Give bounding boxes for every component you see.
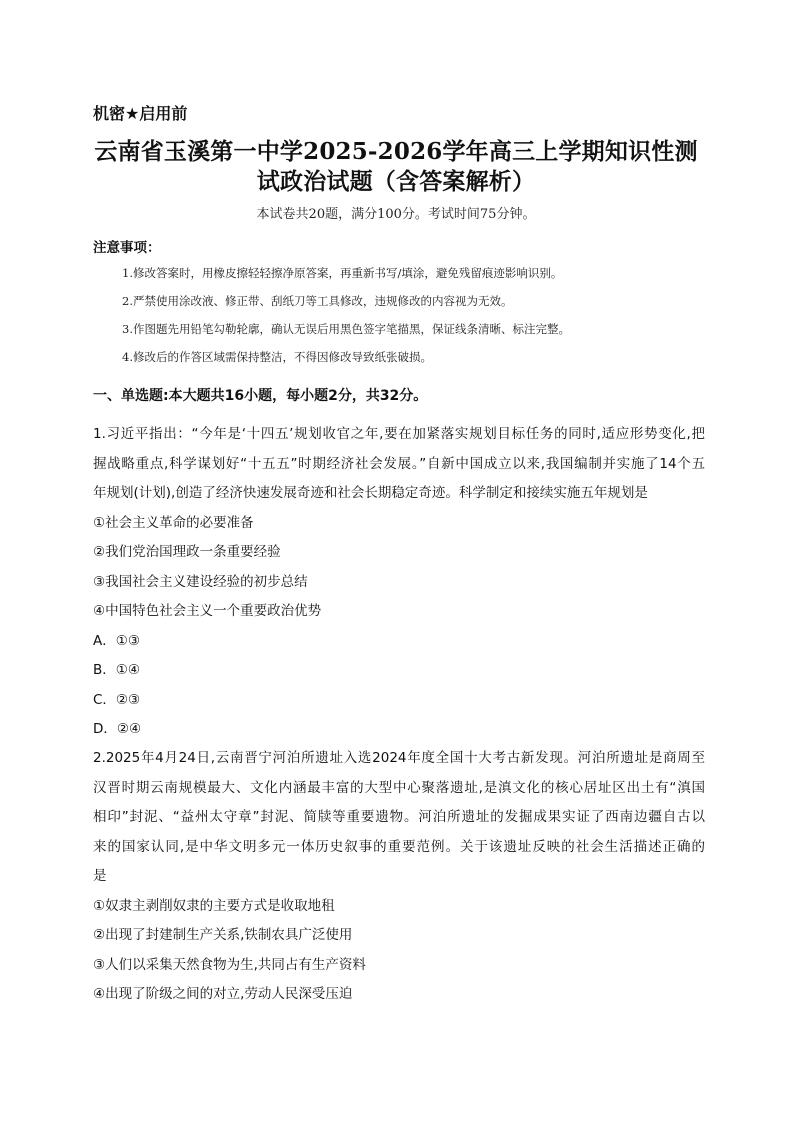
answer-option-a: A．①③: [93, 632, 140, 649]
confidential-label: 机密★启用前: [93, 104, 188, 123]
question-2: [93, 744, 705, 1010]
question-stem-line: 1.习近平指出：“今年是‘十四五’规划收官之年,要在加紧落实规划目标任务的同时,适应形势变化,把: [93, 426, 705, 442]
question-stem-line: 是: [93, 868, 107, 884]
notice-heading: 注意事项：: [93, 240, 161, 256]
exam-title-line-1: 云南省玉溪第一中学2025-2026学年高三上学期知识性测: [94, 138, 698, 165]
answer-option-c: C．②③: [93, 691, 141, 708]
notice-item: 1.修改答案时，用橡皮擦轻轻擦净原答案，再重新书写/填涂，避免残留痕迹影响识别。: [122, 266, 563, 280]
answer-option-d: D．②④: [93, 721, 142, 737]
question-stem-line: 相印”封泥、“益州太守章”封泥、简牍等重要遗物。河泊所遗址的发掘成果实证了西南边疆自古以: [93, 809, 705, 825]
question-stem-line: 握战略重点,科学谋划好“十五五”时期经济社会发展。”自新中国成立以来,我国编制并实施了14个五: [93, 455, 705, 472]
question-stem-line: 来的国家认同,是中华文明多元一体历史叙事的重要范例。关于该遗址反映的社会生活描述正确的: [93, 838, 705, 855]
answer-option-b: B．①④: [93, 662, 140, 678]
statement-item: ①社会主义革命的必要准备: [93, 514, 254, 531]
statement-item: ④出现了阶级之间的对立,劳动人民深受压迫: [93, 986, 353, 1002]
exam-title-line-2: 试政治试题（含答案解析）: [256, 168, 536, 195]
question-stem-line: 2.2025年4月24日,云南晋宁河泊所遗址入选2024年度全国十大考古新发现。河泊所遗址是商周至: [93, 750, 705, 766]
section-heading: 一、单选题:本大题共16小题，每小题2分，共32分。: [93, 388, 428, 404]
notice-item: 2.严禁使用涂改液、修正带、刮纸刀等工具修改，违规修改的内容视为无效。: [122, 294, 513, 308]
question-stem-line: 汉晋时期云南规模最大、文化内涵最丰富的大型中心聚落遗址,是滇文化的核心居址区出土有“滇国: [93, 779, 705, 796]
question-1: [93, 420, 705, 745]
notice-item: 4.修改后的作答区域需保持整洁，不得因修改导致纸张破损。: [122, 350, 432, 364]
notice-item: 3.作图题先用铅笔勾勒轮廓，确认无误后用黑色签字笔描黑，保证线条清晰、标注完整。: [122, 322, 570, 336]
question-stem-line: 年规划(计划),创造了经济快速发展奇迹和社会长期稳定奇迹。科学制定和接续实施五年规划是: [93, 485, 648, 501]
statement-item: ②出现了封建制生产关系,铁制农具广泛使用: [93, 927, 353, 943]
statement-item: ①奴隶主剥削奴隶的主要方式是收取地租: [93, 897, 335, 914]
exam-subtitle: 本试卷共20题，满分100分。考试时间75分钟。: [256, 207, 536, 222]
statement-item: ②我们党治国理政一条重要经验: [93, 544, 281, 560]
statement-item: ③人们以采集天然食物为生,共同占有生产资料: [93, 956, 366, 973]
statement-item: ④中国特色社会主义一个重要政治优势: [93, 603, 322, 619]
statement-item: ③我国社会主义建设经验的初步总结: [93, 573, 308, 590]
